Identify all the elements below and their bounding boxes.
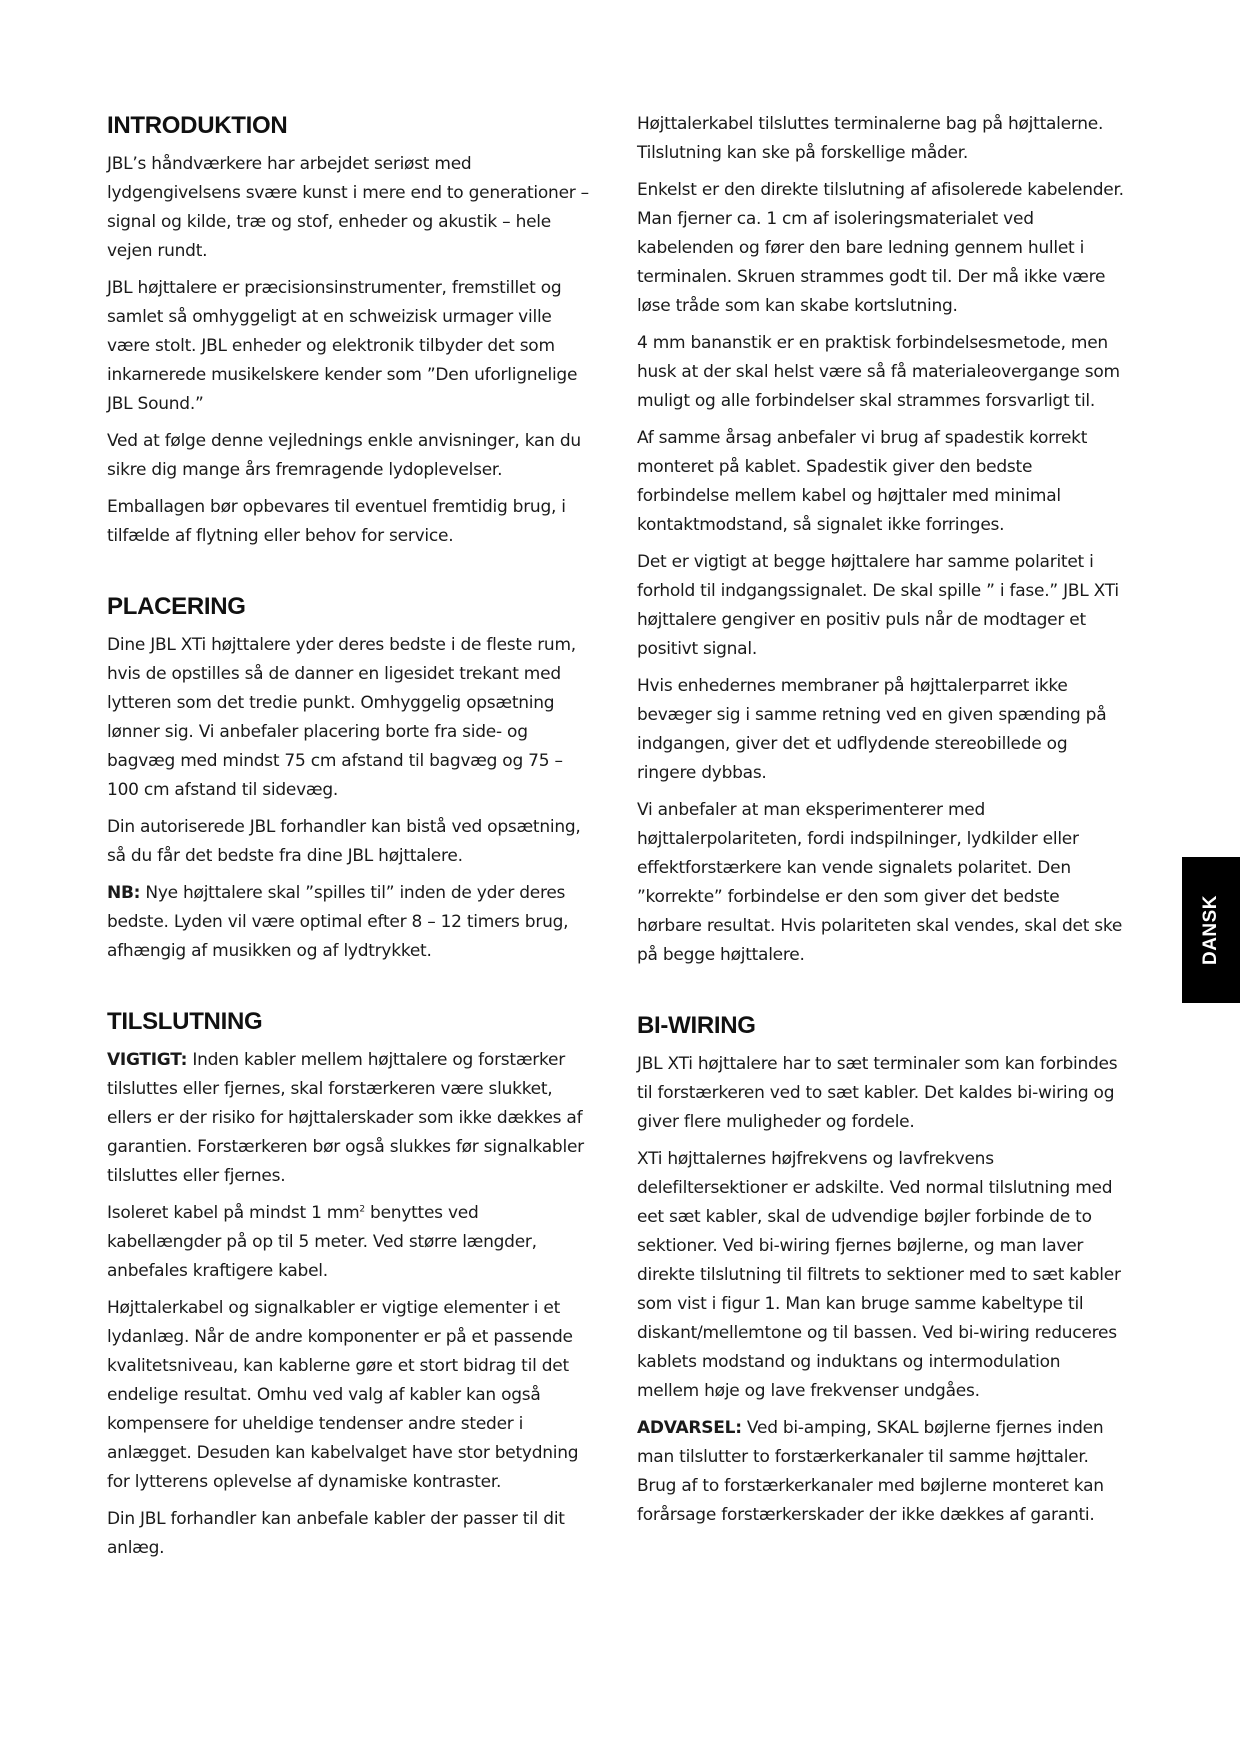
right-column	[637, 110, 1125, 1570]
warning-lead: ADVARSEL:	[637, 1418, 742, 1438]
note-lead: NB:	[107, 883, 141, 903]
paragraph: Hvis enhedernes membraner på højttalerparret ikke bevæger sig i samme retning ved en given spænding på indgangen, giver det et udflydende stereobillede og ringere dybbas.	[637, 676, 1107, 783]
heading-bi-wiring: BI-WIRING	[637, 1012, 756, 1039]
paragraph: 4 mm bananstik er en praktisk forbindelsesmetode, men husk at der skal helst være så få materialeovergange som muligt og alle forbindelser skal strammes forsvarligt til.	[637, 333, 1120, 411]
heading-placering: PLACERING	[107, 593, 246, 620]
paragraph: Det er vigtigt at begge højttalere har samme polaritet i forhold til indgangssignalet. De skal spille ” i fase.” JBL XTi højttalere gengiver en positiv puls når de modtager et positivt signal.	[637, 552, 1119, 659]
note-paragraph	[107, 879, 595, 966]
warning-text: Ved bi-amping, SKAL bøjlerne fjernes inden man tilslutter to forstærkerkanaler til samme højttaler. Brug af to forstærkerkanaler med bøjlerne monteret kan forårsage forstærkerskader der ikke dækkes af garanti.	[637, 1418, 1104, 1525]
paragraph: XTi højttalernes højfrekvens og lavfrekvens delefiltersektioner er adskilte. Ved normal tilslutning med eet sæt kabler, skal de udvendige bøjler forbinde de to sektioner. Ved bi-wiring fjernes bøjlerne, og man laver direkte tilslutning til filtrets to sektioner med to sæt kabler som vist i figur 1. Man kan bruge samme kabeltype til diskant/mellemtone og til bassen. Ved bi-wiring reduceres kablets modstand og induktans og intermodulation mellem høje og lave frekvenser undgåes.	[637, 1149, 1121, 1401]
note-text: Nye højttalere skal ”spilles til” inden de yder deres bedste. Lyden vil være optimal efter 8 – 12 timers brug, afhængig af musikken og af lydtrykket.	[107, 883, 569, 961]
paragraph: Dine JBL XTi højttalere yder deres bedste i de fleste rum, hvis de opstilles så de danner en ligesidet trekant med lytteren som det tredie punkt. Omhyggelig opsætning lønner sig. Vi anbefaler placering borte fra side- og bagvæg med mindst 75 cm afstand til bagvæg og 75 – 100 cm afstand til sidevæg.	[107, 635, 576, 800]
section-connection-text	[637, 110, 1125, 970]
paragraph: JBL højttalere er præcisionsinstrumenter, fremstillet og samlet så omhyggeligt at en schweizisk urmager ville være stolt. JBL enheder og elektronik tilbyder det som inkarnerede musikelskere kender som ”Den uforlignelige JBL Sound.”	[107, 278, 578, 414]
important-text: Inden kabler mellem højttalere og forstærker tilsluttes eller fjernes, skal forstærkeren være slukket, ellers er der risiko for højttalerskader som ikke dækkes af garantien. Forstærkeren bør også slukkes før signalkabler tilsluttes eller fjernes.	[107, 1050, 584, 1186]
paragraph: Din JBL forhandler kan anbefale kabler der passer til dit anlæg.	[107, 1509, 565, 1558]
section-placering	[107, 591, 595, 966]
heading-tilslutning: TILSLUTNING	[107, 1008, 263, 1035]
paragraph: Ved at følge denne vejlednings enkle anvisninger, kan du sikre dig mange års fremragende lydoplevelser.	[107, 431, 581, 480]
paragraph: Vi anbefaler at man eksperimenterer med højttalerpolariteten, fordi indspilninger, lydkilder eller effektforstærkere kan vende signalets polaritet. Den ”korrekte” forbindelse er den som giver det bedste hørbare resultat. Hvis polariteten skal vendes, skal det ske på begge højttalere.	[637, 800, 1123, 965]
section-tilslutning	[107, 1006, 595, 1563]
language-tab	[1182, 857, 1240, 1003]
warning-paragraph	[637, 1414, 1125, 1530]
paragraph: Af samme årsag anbefaler vi brug af spadestik korrekt monteret på kablet. Spadestik giver den bedste forbindelse mellem kabel og højttaler med minimal kontaktmodstand, så signalet ikke forringes.	[637, 428, 1088, 535]
section-bi-wiring	[637, 1010, 1125, 1530]
cable-text-before: Isoleret kabel på mindst 1 mm	[107, 1203, 360, 1223]
paragraph: Enkelst er den direkte tilslutning af afisolerede kabelender. Man fjerner ca. 1 cm af isoleringsmaterialet ved kabelenden og fører den bare ledning gennem hullet i terminalen. Skruen strammes godt til. Der må ikke være løse tråde som kan skabe kortslutning.	[637, 180, 1124, 316]
important-paragraph	[107, 1046, 595, 1191]
paragraph: Emballagen bør opbevares til eventuel fremtidig brug, i tilfælde af flytning eller behov for service.	[107, 497, 566, 546]
superscript: 2	[359, 1204, 365, 1215]
cable-text-after: benyttes ved kabellængder på op til 5 meter. Ved større længder, anbefales kraftigere kabel.	[107, 1203, 537, 1281]
paragraph: Din autoriserede JBL forhandler kan bistå ved opsætning, så du får det bedste fra dine JBL højttalere.	[107, 817, 581, 866]
section-introduktion	[107, 110, 595, 551]
language-tab-label: DANSK	[1200, 894, 1221, 966]
important-lead: VIGTIGT:	[107, 1050, 188, 1070]
paragraph: Højttalerkabel og signalkabler er vigtige elementer i et lydanlæg. Når de andre komponenter er på et passende kvalitetsniveau, kan kablerne gøre et stort bidrag til det endelige resultat. Omhu ved valg af kabler kan også kompensere for uheldige tendenser andre steder i anlægget. Desuden kan kabelvalget have stor betydning for lytterens oplevelse af dynamiske kontraster.	[107, 1298, 579, 1492]
heading-introduktion: INTRODUKTION	[107, 112, 288, 139]
paragraph: JBL’s håndværkere har arbejdet seriøst med lydgengivelsens svære kunst i mere end to generationer – signal og kilde, træ og stof, enheder og akustik – hele vejen rundt.	[107, 154, 589, 261]
cable-paragraph	[107, 1199, 595, 1286]
paragraph: JBL XTi højttalere har to sæt terminaler som kan forbindes til forstærkeren ved to sæt kabler. Det kaldes bi-wiring og giver flere muligheder og fordele.	[637, 1054, 1118, 1132]
paragraph: Højttalerkabel tilsluttes terminalerne bag på højttalerne. Tilslutning kan ske på forskellige måder.	[637, 114, 1104, 163]
left-column	[107, 110, 595, 1603]
